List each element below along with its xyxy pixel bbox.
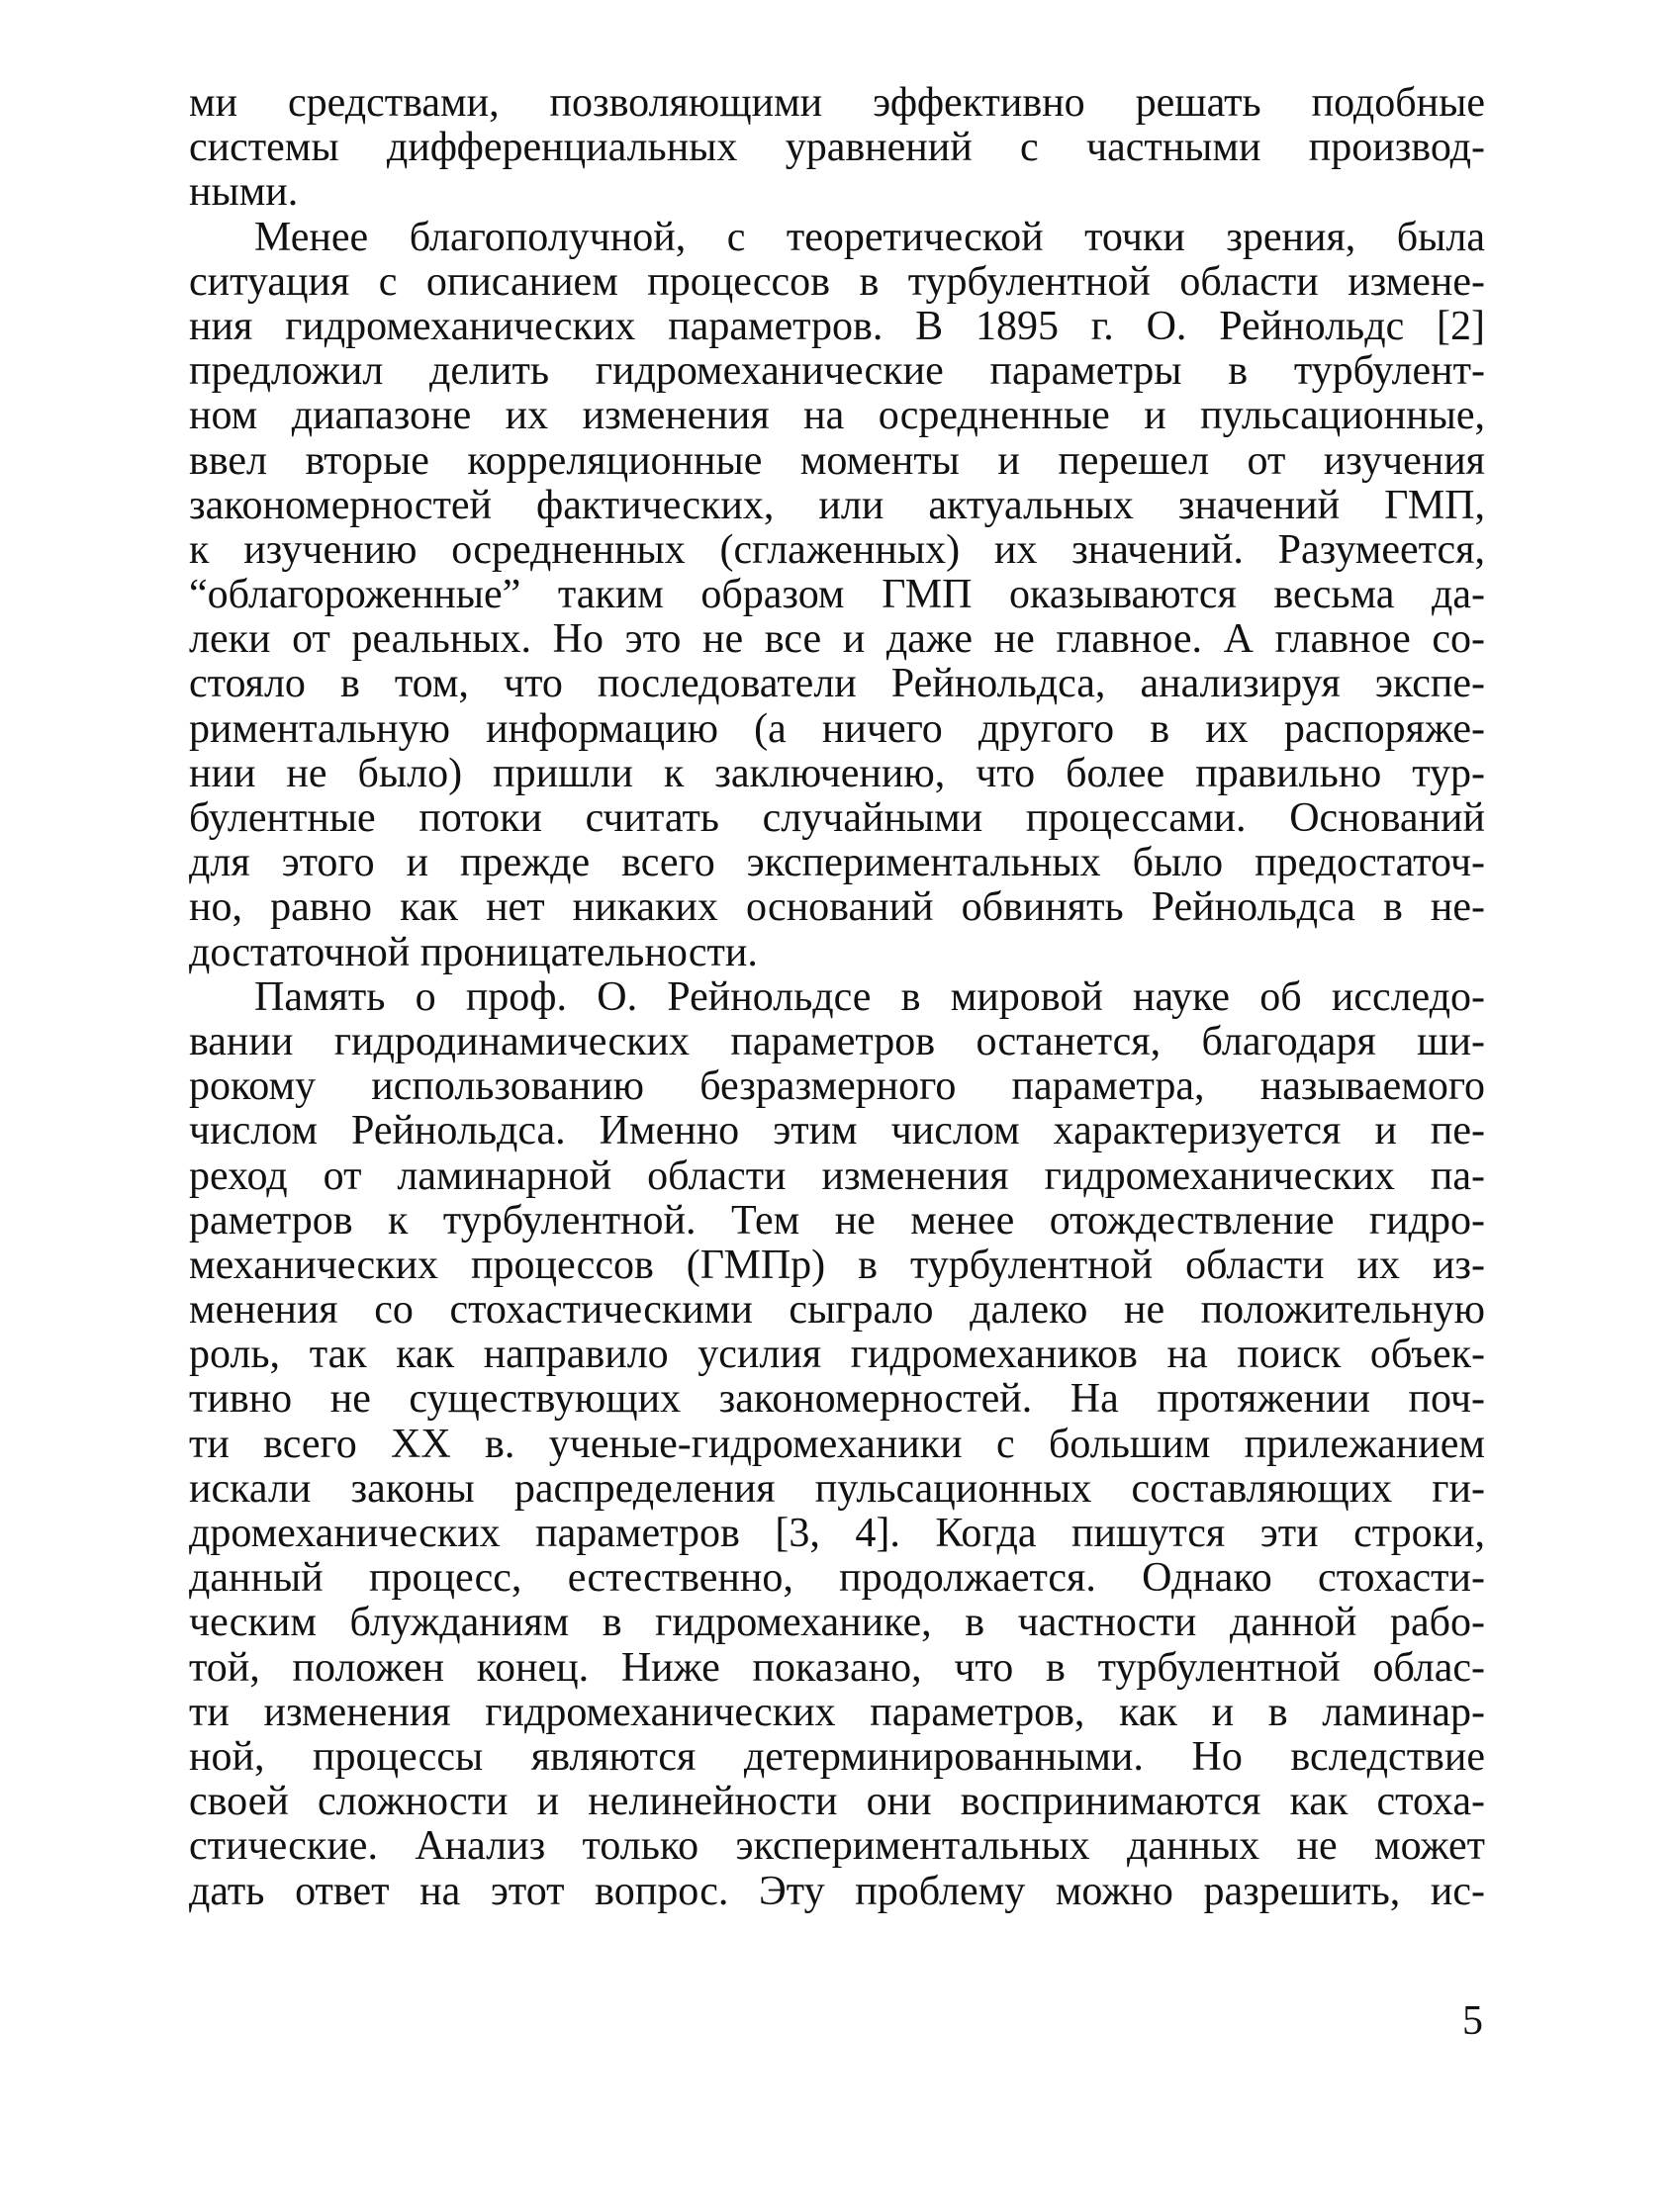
text-line: дать ответ на этот вопрос. Эту проблему можно разрешить, ис- bbox=[189, 1868, 1485, 1914]
text-line: системы дифференциальных уравнений с частными производ- bbox=[189, 125, 1485, 171]
text-line: ти изменения гидромеханических параметров, как и в ламинар- bbox=[189, 1689, 1485, 1735]
text-line: ситуация с описанием процессов в турбулентной области измене- bbox=[189, 258, 1485, 305]
text-line: булентные потоки считать случайными процессами. Оснований bbox=[189, 795, 1485, 841]
text-line: стояло в том, что последователи Рейнольдса, анализируя экспе- bbox=[189, 661, 1485, 707]
text-line: Память о проф. О. Рейнольдсе в мировой науке об исследо- bbox=[254, 973, 1485, 1020]
text-line: раметров к турбулентной. Тем не менее отождествление гидро- bbox=[189, 1197, 1485, 1244]
text-line: но, равно как нет никаких оснований обвинять Рейнольдса в не- bbox=[189, 884, 1485, 931]
text-line: “облагороженные” таким образом ГМП оказываются весьма да- bbox=[189, 572, 1485, 618]
text-line: риментальную информацию (а ничего другого в их распоряже- bbox=[189, 705, 1485, 752]
text-line: данный процесс, естественно, продолжается. Однако стохасти- bbox=[189, 1555, 1485, 1602]
text-line: для этого и прежде всего экспериментальных было предостаточ- bbox=[189, 840, 1485, 886]
text-line: дромеханических параметров [3, 4]. Когда пишутся эти строки, bbox=[189, 1511, 1485, 1556]
text-line: реход от ламинарной области изменения гидромеханических па- bbox=[189, 1152, 1485, 1199]
text-line: механических процессов (ГМПр) в турбулентной области их из- bbox=[189, 1242, 1485, 1288]
text-line: ти всего XX в. ученые-гидромеханики с большим прилежанием bbox=[189, 1421, 1485, 1467]
text-line: к изучению осредненных (сглаженных) их значений. Разумеется, bbox=[189, 526, 1485, 573]
text-line: ния гидромеханических параметров. В 1895 г. О. Рейнольдс [2] bbox=[189, 303, 1485, 349]
text-line: ческим блужданиям в гидромеханике, в частности данной рабо- bbox=[189, 1600, 1485, 1646]
text-line: роль, так как направило усилия гидромехаников на поиск объек- bbox=[189, 1332, 1485, 1378]
text-line: тивно не существующих закономерностей. На протяжении поч- bbox=[189, 1376, 1485, 1423]
text-line: своей сложности и нелинейности они воспринимаются как стоха- bbox=[189, 1779, 1485, 1825]
text-line: рокому использованию безразмерного параметра, называемого bbox=[189, 1063, 1485, 1110]
text-line: вании гидродинамических параметров останется, благодаря ши- bbox=[189, 1018, 1485, 1064]
text-line: числом Рейнольдса. Именно этим числом характеризуется и пе- bbox=[189, 1108, 1485, 1154]
text-line: ными. bbox=[189, 169, 299, 216]
text-line: той, положен конец. Ниже показано, что в турбулентной облас- bbox=[189, 1644, 1485, 1691]
text-line: достаточной проницательности. bbox=[189, 929, 758, 975]
text-line: нии не было) пришли к заключению, что более правильно тур- bbox=[189, 750, 1485, 796]
text-line: ной, процессы являются детерминированными. Но вследствие bbox=[189, 1733, 1485, 1780]
text-line: ми средствами, позволяющими эффективно решать подобные bbox=[189, 80, 1485, 126]
text-line: менения со стохастическими сыграло далеко не положительную bbox=[189, 1287, 1485, 1334]
text-line: предложил делить гидромеханические параметры в турбулент- bbox=[189, 348, 1485, 395]
text-line: Менее благополучной, с теоретической точки зрения, была bbox=[254, 214, 1485, 260]
paragraph bbox=[189, 216, 1485, 975]
text-line: леки от реальных. Но это не все и даже не главное. А главное со- bbox=[189, 616, 1485, 663]
paragraph bbox=[189, 81, 1485, 216]
body-text bbox=[189, 81, 1485, 1914]
text-line: закономерностей фактических, или актуальных значений ГМП, bbox=[189, 482, 1485, 528]
text-line: искали законы распределения пульсационных составляющих ги- bbox=[189, 1465, 1485, 1512]
text-line: стические. Анализ только экспериментальных данных не может bbox=[189, 1823, 1485, 1870]
paragraph bbox=[189, 975, 1485, 1914]
text-line: ввел вторые корреляционные моменты и перешел от изучения bbox=[189, 437, 1485, 484]
text-line: ном диапазоне их изменения на осредненные и пульсационные, bbox=[189, 393, 1485, 439]
page-number: 5 bbox=[1462, 1998, 1483, 2044]
